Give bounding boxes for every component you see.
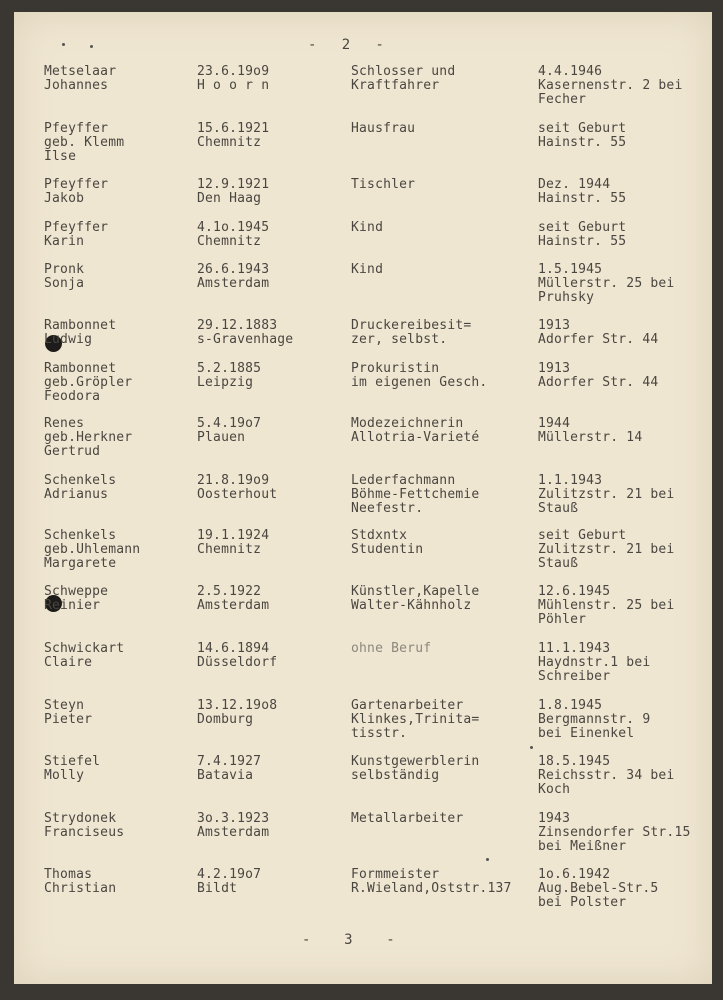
name-cell: Schweppe Reinier	[44, 584, 109, 613]
occupation-cell: Prokuristin im eigenen Gesch.	[351, 361, 488, 390]
birth-cell: 7.4.1927 Batavia	[197, 754, 262, 783]
address-cell: Dez. 1944 Hainstr. 55	[538, 177, 627, 206]
name-cell: Schenkels geb.Uhlemann Margarete	[44, 528, 141, 571]
name-cell: Pfeyffer Jakob	[44, 177, 109, 206]
address-cell: 1o.6.1942 Aug.Bebel-Str.5 bei Polster	[538, 867, 659, 910]
name-cell: Rambonnet Ludwig	[44, 318, 117, 347]
occupation-cell: Kunstgewerblerin selbständig	[351, 754, 480, 783]
birth-cell: 29.12.1883 s-Gravenhage	[197, 318, 294, 347]
ink-dot	[486, 858, 489, 861]
birth-cell: 5.2.1885 Leipzig	[197, 361, 262, 390]
name-cell: Metselaar Johannes	[44, 64, 117, 93]
page-number-bottom: - 3 -	[302, 932, 395, 948]
ink-dot	[530, 746, 533, 749]
name-cell: Renes geb.Herkner Gertrud	[44, 416, 133, 459]
address-cell: 4.4.1946 Kasernenstr. 2 bei Fecher	[538, 64, 683, 107]
address-cell: 1944 Müllerstr. 14	[538, 416, 643, 445]
occupation-cell: Künstler,Kapelle Walter-Kähnholz	[351, 584, 480, 613]
occupation-cell: Hausfrau	[351, 121, 416, 136]
birth-cell: 2.5.1922 Amsterdam	[197, 584, 270, 613]
name-cell: Schwickart Claire	[44, 641, 125, 670]
address-cell: 1943 Zinsendorfer Str.15 bei Meißner	[538, 811, 691, 854]
occupation-cell: Gartenarbeiter Klinkes,Trinita= tisstr.	[351, 698, 480, 741]
birth-cell: 12.9.1921 Den Haag	[197, 177, 270, 206]
birth-cell: 23.6.19o9 H o o r n	[197, 64, 270, 93]
occupation-cell: Stdxntx Studentin	[351, 528, 424, 557]
birth-cell: 14.6.1894 Düsseldorf	[197, 641, 278, 670]
address-cell: 12.6.1945 Mühlenstr. 25 bei Pöhler	[538, 584, 675, 627]
birth-cell: 26.6.1943 Amsterdam	[197, 262, 270, 291]
page-number-top: - 2 -	[308, 37, 384, 53]
occupation-cell: Formmeister R.Wieland,Oststr.137	[351, 867, 512, 896]
name-cell: Pfeyffer geb. Klemm Ilse	[44, 121, 125, 164]
occupation-cell: Kind	[351, 262, 384, 277]
address-cell: 18.5.1945 Reichsstr. 34 bei Koch	[538, 754, 675, 797]
occupation-cell: Tischler	[351, 177, 416, 192]
address-cell: 1.5.1945 Müllerstr. 25 bei Pruhsky	[538, 262, 675, 305]
name-cell: Rambonnet geb.Gröpler Feodora	[44, 361, 133, 404]
name-cell: Pronk Sonja	[44, 262, 85, 291]
address-cell: seit Geburt Zulitzstr. 21 bei Stauß	[538, 528, 675, 571]
name-cell: Steyn Pieter	[44, 698, 93, 727]
birth-cell: 5.4.19o7 Plauen	[197, 416, 262, 445]
name-cell: Schenkels Adrianus	[44, 473, 117, 502]
birth-cell: 19.1.1924 Chemnitz	[197, 528, 270, 557]
address-cell: 1913 Adorfer Str. 44	[538, 361, 659, 390]
name-cell: Pfeyffer Karin	[44, 220, 109, 249]
address-cell: seit Geburt Hainstr. 55	[538, 121, 627, 150]
ink-dot	[90, 45, 93, 48]
occupation-cell: Modezeichnerin Allotria-Varieté	[351, 416, 480, 445]
birth-cell: 21.8.19o9 Oosterhout	[197, 473, 278, 502]
occupation-cell: Metallarbeiter	[351, 811, 464, 826]
name-cell: Strydonek Franciseus	[44, 811, 125, 840]
occupation-cell: Schlosser und Kraftfahrer	[351, 64, 456, 93]
ink-dot	[62, 43, 65, 46]
name-cell: Thomas Christian	[44, 867, 117, 896]
birth-cell: 3o.3.1923 Amsterdam	[197, 811, 270, 840]
address-cell: 1913 Adorfer Str. 44	[538, 318, 659, 347]
birth-cell: 4.2.19o7 Bildt	[197, 867, 262, 896]
address-cell: 1.1.1943 Zulitzstr. 21 bei Stauß	[538, 473, 675, 516]
birth-cell: 15.6.1921 Chemnitz	[197, 121, 270, 150]
occupation-cell: Druckereibesit= zer, selbst.	[351, 318, 472, 347]
address-cell: 1.8.1945 Bergmannstr. 9 bei Einenkel	[538, 698, 651, 741]
name-cell: Stiefel Molly	[44, 754, 101, 783]
address-cell: seit Geburt Hainstr. 55	[538, 220, 627, 249]
document-page	[14, 12, 712, 984]
birth-cell: 13.12.19o8 Domburg	[197, 698, 278, 727]
address-cell: 11.1.1943 Haydnstr.1 bei Schreiber	[538, 641, 651, 684]
occupation-cell: Kind	[351, 220, 384, 235]
birth-cell: 4.1o.1945 Chemnitz	[197, 220, 270, 249]
occupation-cell: ohne Beruf	[351, 641, 432, 656]
occupation-cell: Lederfachmann Böhme-Fettchemie Neefestr.	[351, 473, 480, 516]
